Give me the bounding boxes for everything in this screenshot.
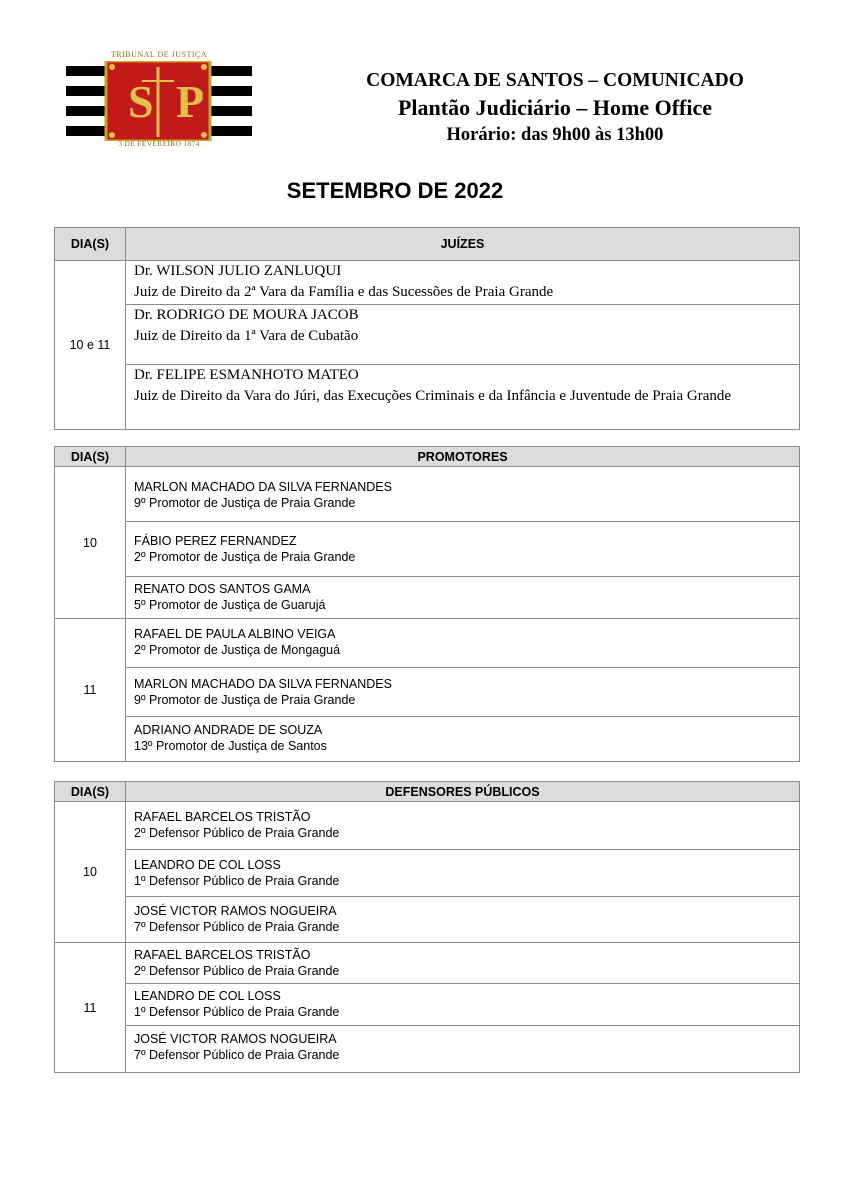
person-name: RAFAEL BARCELOS TRISTÃO xyxy=(134,948,311,962)
person-role: 2º Defensor Público de Praia Grande xyxy=(134,964,340,978)
person-cell xyxy=(126,522,800,577)
person-role: 2º Defensor Público de Praia Grande xyxy=(134,826,340,840)
person-name: ADRIANO ANDRADE DE SOUZA xyxy=(134,723,323,737)
person-role: 9º Promotor de Justiça de Praia Grande xyxy=(134,496,356,510)
table-row xyxy=(55,850,800,897)
person-role: 9º Promotor de Justiça de Praia Grande xyxy=(134,693,356,707)
person-name: FÁBIO PEREZ FERNANDEZ xyxy=(134,534,297,548)
day-cell: 11 xyxy=(55,619,126,762)
person-cell xyxy=(126,619,800,668)
person-name: Dr. FELIPE ESMANHOTO MATEO xyxy=(134,367,359,383)
person-role: 2º Promotor de Justiça de Mongaguá xyxy=(134,643,341,657)
person-cell xyxy=(126,668,800,717)
table-row xyxy=(55,619,800,668)
person-cell xyxy=(126,577,800,619)
person-cell xyxy=(126,897,800,943)
table-row xyxy=(55,668,800,717)
table-row xyxy=(55,577,800,619)
logo-top-text: TRIBUNAL DE JUSTIÇA xyxy=(110,50,208,59)
table-row xyxy=(55,522,800,577)
person-name: RAFAEL BARCELOS TRISTÃO xyxy=(134,810,311,824)
person-name: MARLON MACHADO DA SILVA FERNANDES xyxy=(134,480,392,494)
person-role: 1º Defensor Público de Praia Grande xyxy=(134,874,340,888)
table-row xyxy=(55,261,800,305)
person-role: Juiz de Direito da Vara do Júri, das Execuções Criminais e da Infância e Juventude de Praia Grande xyxy=(134,388,732,404)
col-header-days: DIA(S) xyxy=(55,782,126,802)
person-cell xyxy=(126,943,800,984)
person-role: 7º Defensor Público de Praia Grande xyxy=(134,1048,340,1062)
table-row xyxy=(55,897,800,943)
person-name: Dr. WILSON JULIO ZANLUQUI xyxy=(134,263,342,279)
table-row xyxy=(55,943,800,984)
header-line-3: Horário: das 9h00 às 13h00 xyxy=(446,125,664,145)
day-cell: 11 xyxy=(55,943,126,1073)
person-role: 7º Defensor Público de Praia Grande xyxy=(134,920,340,934)
day-cell: 10 xyxy=(55,802,126,943)
person-cell xyxy=(126,850,800,897)
person-name: RENATO DOS SANTOS GAMA xyxy=(134,582,311,596)
table-row xyxy=(55,305,800,365)
logo-bottom-text: 3 DE FEVEREIRO 1874 xyxy=(118,139,200,148)
person-name: JOSÉ VICTOR RAMOS NOGUEIRA xyxy=(134,904,337,918)
person-cell xyxy=(126,365,800,430)
table-row xyxy=(55,717,800,762)
person-cell xyxy=(126,984,800,1026)
person-role: 5º Promotor de Justiça de Guarujá xyxy=(134,598,326,612)
table-row xyxy=(55,1026,800,1073)
person-name: LEANDRO DE COL LOSS xyxy=(134,989,281,1003)
col-header-juizes: JUÍZES xyxy=(126,228,800,261)
coat-of-arms-icon xyxy=(66,61,252,141)
person-cell xyxy=(126,717,800,762)
tjsp-logo xyxy=(66,50,252,156)
person-role: Juiz de Direito da 2ª Vara da Família e das Sucessões de Praia Grande xyxy=(134,284,554,300)
person-cell xyxy=(126,261,800,305)
header-line-1: COMARCA DE SANTOS – COMUNICADO xyxy=(366,70,744,91)
month-title: SETEMBRO DE 2022 xyxy=(286,178,504,203)
table-header-row xyxy=(55,782,800,802)
person-name: LEANDRO DE COL LOSS xyxy=(134,858,281,872)
table-header-row xyxy=(55,447,800,467)
person-role: 13º Promotor de Justiça de Santos xyxy=(134,739,327,753)
promotores-table xyxy=(54,446,800,762)
svg-text:S: S xyxy=(128,76,154,127)
day-cell: 10 xyxy=(55,467,126,619)
table-header-row xyxy=(55,228,800,261)
person-cell xyxy=(126,802,800,850)
svg-text:P: P xyxy=(176,76,205,127)
juizes-table xyxy=(54,227,800,430)
person-cell xyxy=(126,467,800,522)
person-cell xyxy=(126,1026,800,1073)
day-cell: 10 e 11 xyxy=(55,261,126,430)
header-line-2: Plantão Judiciário – Home Office xyxy=(397,95,713,120)
table-row xyxy=(55,984,800,1026)
person-role: Juiz de Direito da 1ª Vara de Cubatão xyxy=(134,328,359,344)
col-header-days: DIA(S) xyxy=(55,228,126,261)
col-header-promotores: PROMOTORES xyxy=(126,447,800,467)
table-row xyxy=(55,802,800,850)
defensores-table xyxy=(54,781,800,1073)
table-row xyxy=(55,467,800,522)
table-row xyxy=(55,365,800,430)
col-header-defensores: DEFENSORES PÚBLICOS xyxy=(126,782,800,802)
person-name: JOSÉ VICTOR RAMOS NOGUEIRA xyxy=(134,1032,337,1046)
person-name: MARLON MACHADO DA SILVA FERNANDES xyxy=(134,677,392,691)
person-name: Dr. RODRIGO DE MOURA JACOB xyxy=(134,307,359,323)
person-cell xyxy=(126,305,800,365)
person-role: 1º Defensor Público de Praia Grande xyxy=(134,1005,340,1019)
col-header-days: DIA(S) xyxy=(55,447,126,467)
person-name: RAFAEL DE PAULA ALBINO VEIGA xyxy=(134,627,336,641)
person-role: 2º Promotor de Justiça de Praia Grande xyxy=(134,550,356,564)
